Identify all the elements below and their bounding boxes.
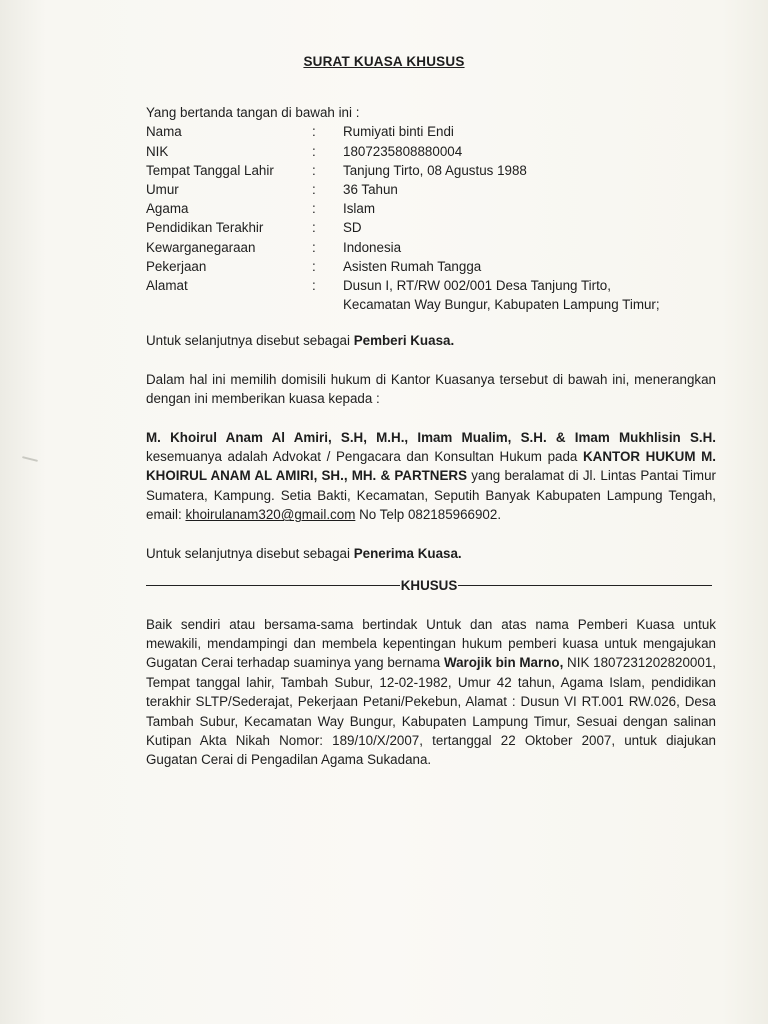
advokat-paragraph: [146, 428, 716, 525]
identity-row: [146, 276, 716, 314]
identity-separator: :: [312, 201, 316, 217]
identity-label: Alamat: [146, 278, 188, 294]
identity-value: Rumiyati binti Endi: [343, 124, 454, 140]
document-title: SURAT KUASA KHUSUS: [303, 54, 465, 69]
body-text: NIK 1807231202820001, Tempat tanggal lahir, Tambah Subur, 12-02-1982, Umur 42 tahun, Agama Islam, pendidikan terakhir SLTP/Sederajat, Pekerjaan Petani/Pekebun, Alamat : Dusun VI RT.001 RW.026, Desa Tambah Subur, Kecamatan Way Bungur, Kabupaten Lampung Timur, Sesuai dengan salinan Kutipan Akta Nikah Nomor: 189/10/X/2007, tertanggal 22 Oktober 2007, untuk diajukan Gugatan Cerai di Pengadilan Agama Sukadana.: [146, 655, 716, 768]
identity-row: [146, 180, 716, 199]
husband-name: Warojik bin Marno,: [443, 655, 564, 671]
address-line: Kecamatan Way Bungur, Kabupaten Lampung Timur;: [343, 297, 660, 313]
address-line: Dusun I, RT/RW 002/001 Desa Tanjung Tirto,: [343, 278, 611, 294]
identity-label: Kewarganegaraan: [146, 239, 256, 255]
identity-table: [146, 122, 716, 314]
advokat-text: kesemuanya adalah Advokat / Pengacara dan Konsultan Hukum pada: [146, 449, 583, 465]
identity-separator: :: [312, 162, 316, 178]
identity-row: [146, 199, 716, 218]
identity-value: Islam: [343, 201, 375, 217]
advokat-names: M. Khoirul Anam Al Amiri, S.H, M.H., Imam Mualim, S.H. & Imam Mukhlisin S.H.: [146, 429, 716, 445]
penerima-kuasa-line: [146, 544, 716, 563]
identity-row: [146, 122, 716, 141]
identity-label: Pendidikan Terakhir: [146, 220, 264, 236]
pemberi-text: Untuk selanjutnya disebut sebagai: [146, 333, 354, 349]
khusus-divider: [146, 576, 712, 595]
identity-separator: :: [312, 220, 316, 236]
khusus-body-paragraph: [146, 615, 716, 770]
identity-label: Tempat Tanggal Lahir: [146, 162, 274, 178]
identity-row: [146, 238, 716, 257]
identity-label: Agama: [146, 201, 189, 217]
body-text: Baik sendiri atau bersama-sama bertindak Untuk dan atas nama Pemberi Kuasa untuk mewakili, mendampingi dan membela kepentingan hukum pemberi kuasa untuk mengajukan Gugatan Cerai terhadap suaminya yang bernama: [146, 616, 716, 671]
document-body: [146, 103, 716, 770]
phone-text: No Telp 082185966902.: [355, 507, 502, 523]
identity-label: NIK: [146, 143, 169, 159]
identity-label: Pekerjaan: [146, 258, 207, 274]
identity-value: [343, 276, 716, 314]
scan-speck: [22, 456, 38, 462]
kantor-hukum-name: KANTOR HUKUM M. KHOIRUL ANAM AL AMIRI, SH., MH. & PARTNERS: [146, 449, 716, 484]
identity-value: Asisten Rumah Tangga: [343, 258, 482, 274]
identity-value: SD: [343, 220, 362, 236]
advokat-address: yang beralamat di Jl. Lintas Pantai Timur Sumatera, Kampung. Setia Bakti, Kecamatan, Seputih Banyak Kabupaten Lampung Tengah, email:: [146, 468, 716, 523]
identity-separator: :: [312, 182, 316, 198]
penerima-bold: Penerima Kuasa.: [353, 545, 462, 561]
khusus-heading: KHUSUS: [400, 578, 458, 594]
identity-separator: :: [312, 258, 316, 274]
identity-value: 36 Tahun: [343, 182, 398, 198]
pemberi-kuasa-line: [146, 331, 716, 350]
divider-line-right: [458, 585, 712, 586]
identity-value: Indonesia: [343, 239, 402, 255]
identity-separator: :: [312, 278, 316, 294]
identity-row: [146, 257, 716, 276]
identity-separator: :: [312, 124, 316, 140]
intro-line: Yang bertanda tangan di bawah ini :: [146, 105, 360, 120]
domisili-paragraph: Dalam hal ini memilih domisili hukum di Kantor Kuasanya tersebut di bawah ini, menerangkan dengan ini memberikan kuasa kepada :: [146, 371, 716, 407]
pemberi-bold: Pemberi Kuasa.: [353, 333, 455, 349]
email-link[interactable]: khoirulanam320@gmail.com: [185, 507, 356, 523]
identity-label: Umur: [146, 182, 179, 198]
identity-row: [146, 161, 716, 180]
divider-line-left: [146, 585, 400, 586]
identity-row: [146, 142, 716, 161]
identity-row: [146, 218, 716, 237]
identity-label: Nama: [146, 124, 182, 140]
identity-value: Tanjung Tirto, 08 Agustus 1988: [343, 162, 527, 178]
identity-separator: :: [312, 143, 316, 159]
identity-separator: :: [312, 239, 316, 255]
penerima-text: Untuk selanjutnya disebut sebagai: [146, 545, 354, 561]
identity-value: 1807235808880004: [343, 143, 463, 159]
